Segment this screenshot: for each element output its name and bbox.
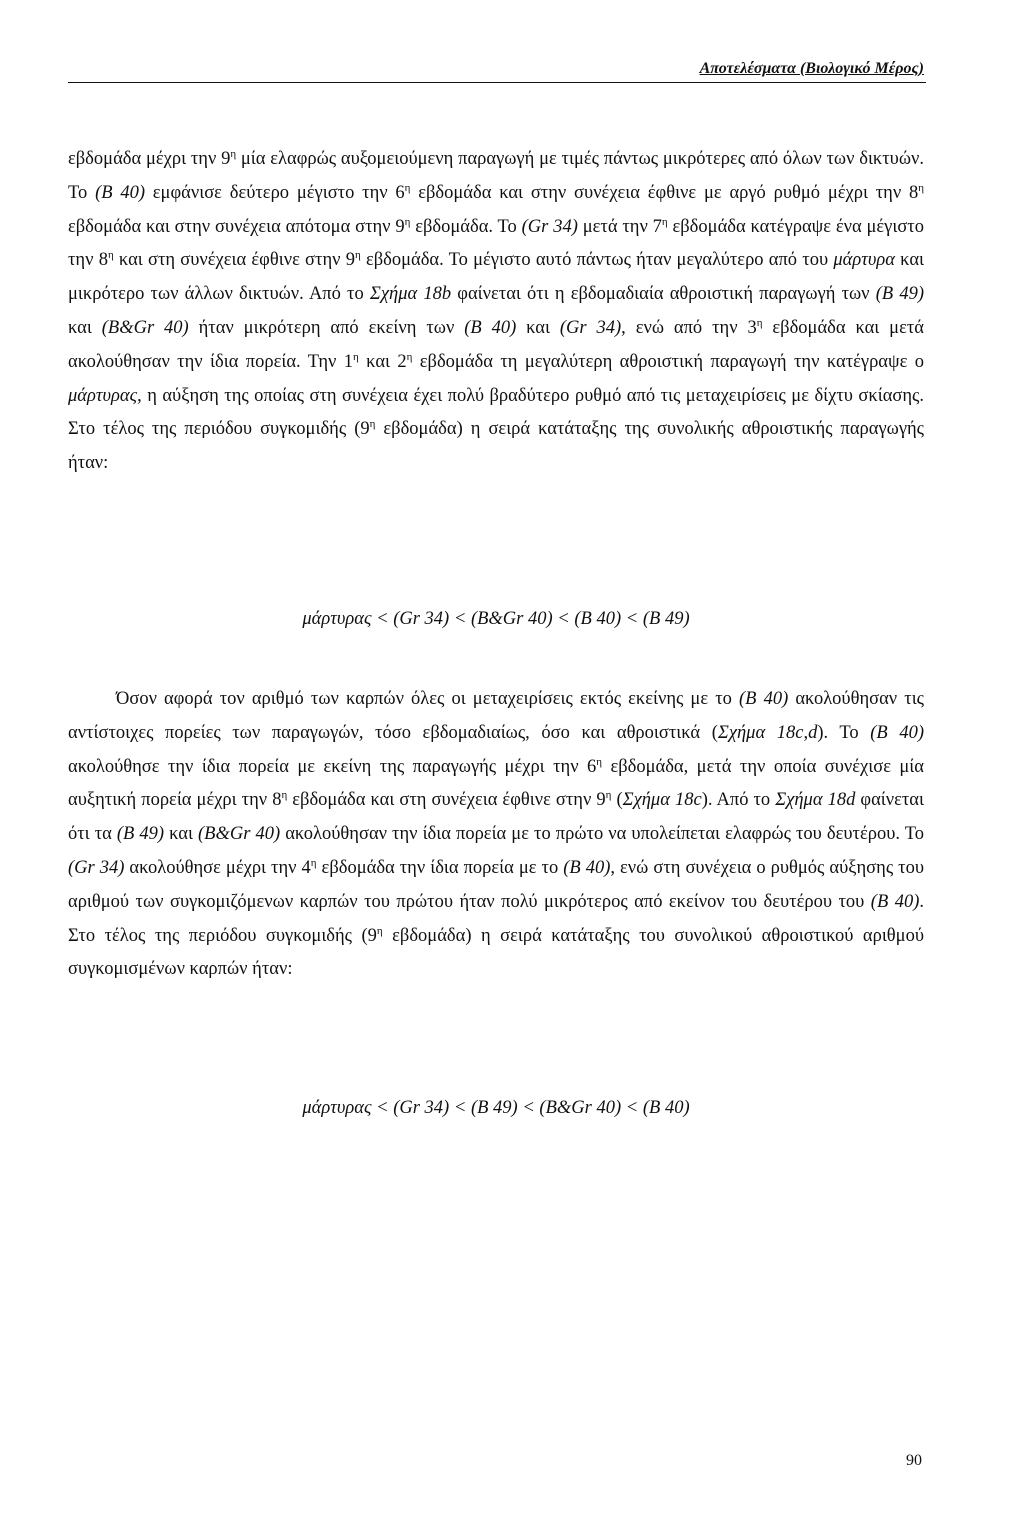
text-run: και μικρότερο των άλλων δικτυών. Από το: [68, 250, 924, 305]
italic-run: (Β 49): [875, 284, 925, 305]
ordinal-sup: η: [107, 249, 114, 262]
text-run: , ενώ από την 3: [621, 317, 757, 338]
italic-run: (B&Gr 40): [101, 317, 189, 338]
text-run: φαίνεται ότι η εβδομαδιαία αθροιστική παραγωγή των: [451, 284, 876, 305]
text-run: ). Το: [817, 722, 871, 743]
italic-run: (Β 40): [464, 317, 517, 338]
ranking-formula-1: μάρτυρας < (Gr 34) < (B&Gr 40) < (B 40) < (B 49): [302, 609, 690, 629]
text-run: εβδομάδα και στην συνέχεια απότομα στην 9: [68, 216, 405, 237]
ordinal-sup: η: [404, 215, 411, 228]
paragraph-2-text: [68, 683, 924, 987]
text-run: , ενώ στη συνέχεια ο ρυθμός αύξησης του αριθμού των συγκομιζόμενων καρπών του πρώτου ήταν πολύ μικρότερος από εκείνον του δευτέρου του: [68, 857, 924, 912]
text-run: εβδομάδα και στη συνέχεια έφθινε στην 9: [287, 790, 606, 811]
text-run: και: [164, 824, 199, 845]
italic-run: (Β 40): [870, 722, 924, 743]
italic-run: (Gr 34): [521, 216, 578, 237]
header-rule: [68, 82, 926, 83]
text-run: Όσον αφορά τον αριθμό των καρπών όλες οι μεταχειρίσεις εκτός εκείνης με το: [116, 689, 740, 709]
text-run: εβδομάδα, μετά την οποία συνέχισε μία αυξητική πορεία μέχρι την 8: [68, 756, 924, 811]
ordinal-sup: η: [369, 418, 376, 431]
text-run: ακολούθησαν τις αντίστοιχες πορείες των παραγωγών, τόσο εβδομαδιαίως, όσο και αθροιστικά (: [68, 689, 925, 743]
ordinal-sup: η: [376, 924, 383, 937]
text-run: και 2: [358, 351, 407, 372]
text-run: ). Από το: [701, 790, 776, 811]
ordinal-sup: η: [756, 316, 763, 329]
ordinal-sup: η: [406, 350, 413, 363]
figure-reference: Σχήμα 18c: [622, 790, 702, 811]
paragraph-1-text: [68, 143, 924, 481]
ordinal-sup: η: [918, 181, 924, 194]
italic-run: (Β 49): [116, 824, 165, 845]
italic-run: (Gr 34): [559, 317, 622, 338]
text-run: και: [68, 317, 102, 338]
ordinal-sup: η: [230, 147, 237, 160]
italic-run: (Β 40): [563, 857, 611, 878]
italic-run: (B&Gr 40): [198, 824, 281, 845]
running-header: Αποτελέσματα (Βιολογικό Μέρος): [699, 60, 924, 77]
text-run: εμφάνισε δεύτερο μέγιστο την 6: [145, 182, 405, 203]
text-run: εβδομάδα. Το μέγιστο αυτό πάντως ήταν μεγαλύτερο από του: [360, 250, 834, 271]
text-run: εβδομάδα την ίδια πορεία με το: [316, 857, 564, 878]
paragraph-2: [68, 683, 924, 987]
italic-run: (Β 40): [870, 891, 920, 912]
italic-run: (Gr 34): [68, 857, 125, 878]
figure-reference: Σχήμα 18b: [369, 284, 452, 305]
text-run: εβδομάδα τη μεγαλύτερη αθροιστική παραγωγή την κατέγραψε ο: [412, 351, 924, 372]
text-run: ήταν μικρότερη από εκείνη των: [188, 317, 465, 338]
italic-run: μάρτυρας: [68, 385, 138, 406]
text-run: εβδομάδα και μετά ακολούθησαν την ίδια πορεία. Την 1: [68, 317, 924, 372]
text-run: μετά την 7: [577, 216, 662, 237]
figure-reference: Σχήμα 18d: [775, 790, 856, 811]
text-run: (: [611, 790, 623, 811]
text-run: . Στο τέλος της περιόδου συγκομιδής (9: [68, 891, 924, 946]
text-run: ακολούθησε μέχρι την 4: [124, 857, 311, 878]
text-run: εβδομάδα κατέγραψε ένα μέγιστο την 8: [68, 216, 924, 271]
italic-run: μάρτυρα: [833, 250, 895, 271]
ordinal-sup: η: [281, 789, 288, 802]
text-run: μία ελαφρώς αυξομειούμενη παραγωγή με τιμές πάντως μικρότερες από όλων των δικτυών. Το: [68, 149, 924, 203]
ordinal-sup: η: [310, 856, 317, 869]
text-run: εβδομάδα και στην συνέχεια έφθινε με αργό ρυθμό μέχρι την 8: [410, 182, 919, 203]
ordinal-sup: η: [353, 350, 359, 363]
text-run: ακολούθησαν την ίδια πορεία με το πρώτο να υπολείπεται ελαφρώς του δευτέρου. Το: [280, 824, 924, 845]
text-run: ακολούθησε την ίδια πορεία με εκείνη της παραγωγής μέχρι την 6: [68, 756, 597, 777]
text-run: εβδομάδα. Το: [410, 216, 522, 237]
figure-reference: Σχήμα 18c,d: [717, 722, 818, 743]
ordinal-sup: η: [605, 789, 612, 802]
text-run: εβδομάδα) η σειρά κατάταξης του συνολικού αθροιστικού αριθμού συγκομισμένων καρπών ήταν:: [68, 925, 924, 980]
ordinal-sup: η: [596, 755, 603, 768]
ordinal-sup: η: [661, 215, 668, 228]
ranking-formula-2: μάρτυρας < (Gr 34) < (B 49) < (B&Gr 40) < (B 40): [302, 1098, 690, 1118]
italic-run: (Β 40): [739, 689, 789, 709]
text-run: και στη συνέχεια έφθινε στην 9: [113, 250, 355, 271]
ordinal-sup: η: [404, 181, 411, 194]
paragraph-1: [68, 143, 924, 481]
page-number: 90: [906, 1452, 922, 1469]
text-run: φαίνεται ότι τα: [68, 790, 924, 845]
text-run: , η αύξηση της οποίας στη συνέχεια έχει πολύ βραδύτερο ρυθμό από τις μεταχειρίσεις με δίχτυ σκίασης. Στο τέλος της περιόδου συγκομιδής (9: [68, 385, 924, 440]
ordinal-sup: η: [354, 249, 361, 262]
text-run: εβδομάδα) η σειρά κατάταξης της συνολικής αθροιστικής παραγωγής ήταν:: [68, 419, 924, 474]
text-run: και: [516, 317, 560, 338]
text-run: εβδομάδα μέχρι την 9: [68, 149, 231, 169]
italic-run: (Β 40): [95, 182, 145, 203]
